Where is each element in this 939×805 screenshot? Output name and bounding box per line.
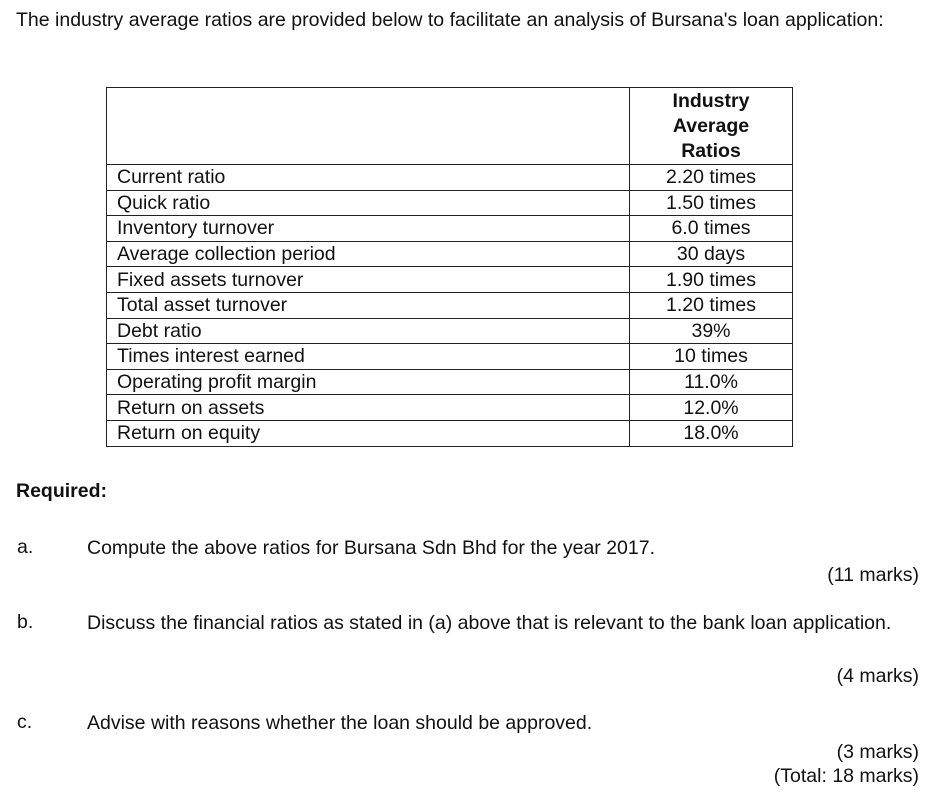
question-c-text: Advise with reasons whether the loan should be approved. <box>87 712 593 734</box>
header-line-3: Ratios <box>681 139 741 162</box>
table-row <box>107 292 793 318</box>
table-row <box>107 216 793 242</box>
ratio-label: Average collection period <box>107 241 630 267</box>
question-b-text: Discuss the financial ratios as stated in (a) above that is relevant to the bank loan application. <box>87 612 892 634</box>
question-a-marks: (11 marks) <box>827 564 919 586</box>
ratio-label: Fixed assets turnover <box>107 267 630 293</box>
question-a-text: Compute the above ratios for Bursana Sdn Bhd for the year 2017. <box>87 537 656 559</box>
table-row <box>107 267 793 293</box>
header-line-1: Industry <box>672 89 750 112</box>
intro-paragraph: The industry average ratios are provided below to facilitate an analysis of Bursana's loan application: <box>16 9 884 31</box>
ratio-label: Return on assets <box>107 395 630 421</box>
ratio-label: Return on equity <box>107 420 630 446</box>
required-heading: Required: <box>16 480 108 502</box>
table-row <box>107 165 793 191</box>
ratio-label: Total asset turnover <box>107 292 630 318</box>
question-b-marks: (4 marks) <box>836 665 919 687</box>
ratio-value: 39% <box>630 318 793 344</box>
header-line-2: Average <box>672 114 750 137</box>
ratio-label: Operating profit margin <box>107 369 630 395</box>
ratio-value: 10 times <box>630 344 793 370</box>
ratio-label: Quick ratio <box>107 190 630 216</box>
industry-average-ratios-table <box>106 87 793 447</box>
ratio-value: 30 days <box>630 241 793 267</box>
ratio-value: 18.0% <box>630 420 793 446</box>
ratio-value: 1.90 times <box>630 267 793 293</box>
ratio-value: 11.0% <box>630 369 793 395</box>
table-row <box>107 420 793 446</box>
total-marks: (Total: 18 marks) <box>773 765 919 787</box>
ratio-label: Inventory turnover <box>107 216 630 242</box>
ratio-value: 2.20 times <box>630 165 793 191</box>
table-row <box>107 318 793 344</box>
ratio-value: 1.50 times <box>630 190 793 216</box>
table-row <box>107 369 793 395</box>
ratio-label: Current ratio <box>107 165 630 191</box>
column-header-industry-average-ratios <box>630 88 793 165</box>
table-row <box>107 241 793 267</box>
table-header-row <box>107 88 793 165</box>
table-row <box>107 395 793 421</box>
table-row <box>107 344 793 370</box>
ratio-label: Debt ratio <box>107 318 630 344</box>
question-a-letter: a. <box>17 536 34 558</box>
question-b-letter: b. <box>17 611 34 633</box>
question-c-marks: (3 marks) <box>836 741 919 763</box>
table-row <box>107 190 793 216</box>
header-blank-cell <box>107 88 630 165</box>
ratio-value: 1.20 times <box>630 292 793 318</box>
question-c-letter: c. <box>17 711 33 733</box>
ratio-value: 12.0% <box>630 395 793 421</box>
ratio-value: 6.0 times <box>630 216 793 242</box>
ratio-label: Times interest earned <box>107 344 630 370</box>
